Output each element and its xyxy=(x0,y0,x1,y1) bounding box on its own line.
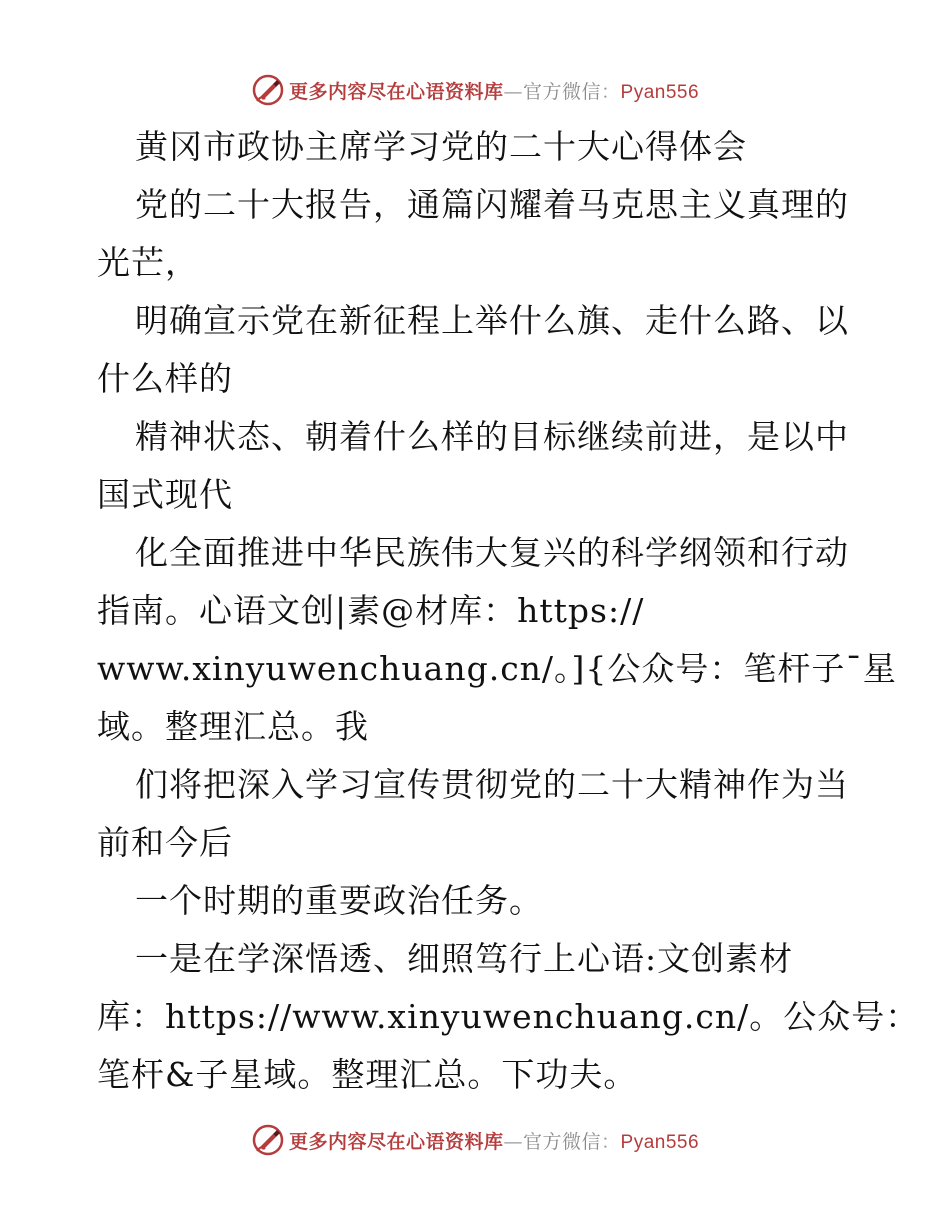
banner-text xyxy=(289,77,699,104)
banner-wechat-id: Pyan556 xyxy=(620,1131,700,1153)
paragraph-line: 什么样的 xyxy=(97,359,233,398)
paragraph-line: 光芒， xyxy=(97,243,199,282)
paragraph-line: 国式现代 xyxy=(97,475,233,514)
paragraph-line: 精神状态、朝着什么样的目标继续前进，是以中 xyxy=(135,417,849,456)
banner-official-label: 官方微信 xyxy=(522,1130,601,1153)
banner-text xyxy=(289,1127,699,1154)
banner-wechat-id: Pyan556 xyxy=(620,81,700,103)
footer-banner xyxy=(0,1120,950,1160)
paragraph-line: 一是在学深悟透、细照笃行上心语:文创素材 xyxy=(135,939,794,978)
paragraph-line: 一个时期的重要政治任务。 xyxy=(135,881,543,920)
paragraph-line: 笔杆&子星域。整理汇总。下功夫。 xyxy=(97,1055,638,1094)
banner-site-text: 更多内容尽在心语资料库 xyxy=(288,1130,504,1153)
header-banner xyxy=(0,70,950,110)
document-title: 黄冈市政协主席学习党的二十大心得体会 xyxy=(135,127,747,166)
banner-site-text: 更多内容尽在心语资料库 xyxy=(288,80,504,103)
paragraph-line: 化全面推进中华民族伟大复兴的科学纲领和行动 xyxy=(135,533,849,572)
banner-dash: — xyxy=(503,1130,523,1153)
banner-dash: — xyxy=(503,80,523,103)
paragraph-line: 党的二十大报告，通篇闪耀着马克思主义真理的 xyxy=(135,185,849,224)
paragraph-line: 指南。心语文创|素@材库：https:// xyxy=(97,591,645,630)
paragraph-line: 前和今后 xyxy=(97,823,233,862)
paragraph-line: 库：https://www.xinyuwenchuang.cn/。公众号： xyxy=(97,997,920,1036)
paragraph-line: www.xinyuwenchuang.cn/。]{公众号：笔杆子¯星 xyxy=(97,649,897,688)
banner-separator: ： xyxy=(601,1130,621,1153)
pen-logo-icon xyxy=(251,73,285,107)
pen-logo-icon xyxy=(251,1123,285,1157)
banner-separator: ： xyxy=(601,80,621,103)
paragraph-line: 域。整理汇总。我 xyxy=(97,707,369,746)
document-body xyxy=(97,118,920,1104)
paragraph-line: 们将把深入学习宣传贯彻党的二十大精神作为当 xyxy=(135,765,849,804)
paragraph-line: 明确宣示党在新征程上举什么旗、走什么路、以 xyxy=(135,301,849,340)
banner-official-label: 官方微信 xyxy=(522,80,601,103)
